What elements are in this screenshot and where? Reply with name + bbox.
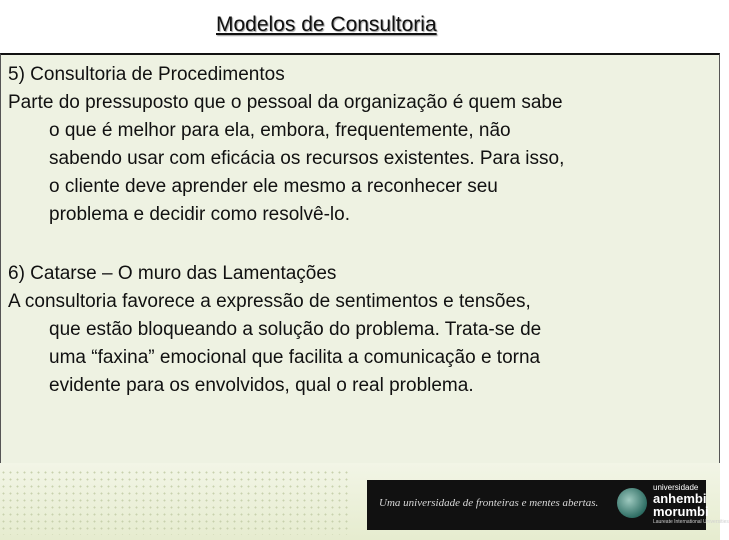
slogan: Uma universidade de fronteiras e mentes abertas. bbox=[379, 497, 599, 509]
footer bbox=[0, 463, 729, 540]
content-box bbox=[0, 53, 720, 465]
globe-logo-icon bbox=[617, 488, 647, 518]
section-heading: 6) Catarse – O muro das Lamentações bbox=[8, 263, 337, 284]
paragraph-line: Parte do pressuposto que o pessoal da organização é quem sabe bbox=[8, 92, 563, 113]
slide-title: Modelos de Consultoria bbox=[216, 13, 437, 36]
paragraph-line: A consultoria favorece a expressão de sentimentos e tensões, bbox=[8, 291, 531, 312]
section-heading: 5) Consultoria de Procedimentos bbox=[8, 64, 285, 85]
logo-name-line1: anhembi bbox=[653, 491, 707, 506]
logo-univ: universidade bbox=[653, 483, 699, 492]
dot-pattern bbox=[0, 469, 350, 535]
paragraph-line: problema e decidir como resolvê-lo. bbox=[49, 204, 350, 225]
logo-tagline: Laureate International Universities bbox=[653, 519, 729, 525]
logo-name-line2: morumbi bbox=[653, 504, 709, 519]
section-catarse bbox=[8, 260, 714, 400]
paragraph-line: uma “faxina” emocional que facilita a comunicação e torna bbox=[49, 347, 541, 368]
university-banner bbox=[367, 480, 729, 530]
paragraph-line: o que é melhor para ela, embora, frequentemente, não bbox=[49, 120, 511, 141]
paragraph-line: o cliente deve aprender ele mesmo a reconhecer seu bbox=[49, 176, 498, 197]
title-bar bbox=[0, 0, 720, 52]
paragraph-line: evidente para os envolvidos, qual o real problema. bbox=[49, 375, 474, 396]
paragraph-line: que estão bloqueando a solução do problema. Trata-se de bbox=[49, 319, 542, 340]
section-procedimentos bbox=[8, 61, 714, 229]
paragraph-line: sabendo usar com eficácia os recursos existentes. Para isso, bbox=[49, 148, 565, 169]
university-logo bbox=[653, 484, 729, 525]
